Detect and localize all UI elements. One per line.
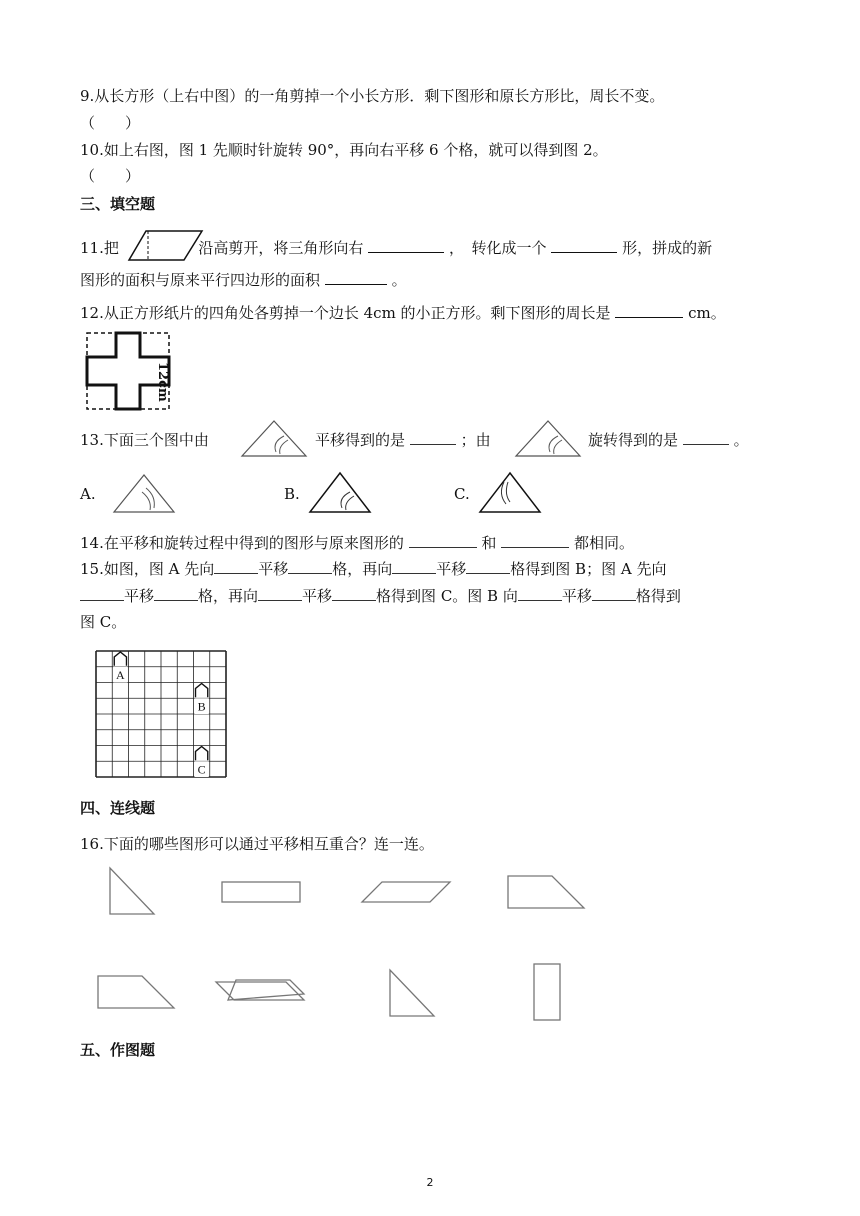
figure-b-shape xyxy=(196,684,208,698)
figure-a-label: A xyxy=(116,667,125,682)
q15-text: 格得到 xyxy=(635,587,681,605)
q15-blank[interactable] xyxy=(258,586,302,601)
q11-line2 xyxy=(80,270,407,290)
q11-blank-2[interactable] xyxy=(551,238,617,253)
page-number: 2 xyxy=(426,1176,434,1189)
q13-blank-2[interactable] xyxy=(683,430,729,445)
q15-blank[interactable] xyxy=(214,559,258,574)
q9-text: 9.从长方形（上右中图）的一角剪掉一个小长方形．剩下图形和原长方形比，周长不变。 xyxy=(80,87,665,105)
q15-blank[interactable] xyxy=(592,586,636,601)
figure-c-label: C xyxy=(197,762,206,777)
figure-b-label: B xyxy=(197,699,206,714)
option-a-triangle[interactable] xyxy=(112,472,176,514)
q15-text: 15.如图，图 A 先向 xyxy=(80,560,215,578)
translation-grid xyxy=(96,651,230,779)
q15-text: 平移 xyxy=(561,587,592,605)
q12-text: 12.从正方形纸片的四角处各剪掉一个边长 4cm 的小正方形。剩下图形的周长是 xyxy=(80,304,611,322)
shape-parallelogram-2[interactable] xyxy=(216,980,304,1000)
q15-text: 格，再向 xyxy=(332,560,393,578)
shape-parallelogram-1[interactable] xyxy=(362,882,450,902)
q13-option-a-label: A. xyxy=(80,485,96,503)
q15-line1 xyxy=(80,559,666,579)
q11-text-c: 形，拼成的新 xyxy=(622,239,713,257)
q12-blank[interactable] xyxy=(615,303,683,318)
q13-text-a: 13.下面三个图中由 xyxy=(80,431,209,449)
q13-blank-1[interactable] xyxy=(410,430,456,445)
shape-trapezoid-2[interactable] xyxy=(98,976,174,1008)
q12-dimension-label: 12cm xyxy=(155,362,170,402)
shape-right-triangle-2[interactable] xyxy=(390,970,434,1016)
q10-answer-paren[interactable]: （ ） xyxy=(80,167,141,185)
q12-unit: cm。 xyxy=(688,304,726,322)
q16-shapes xyxy=(100,864,600,1034)
triangle-reference-2 xyxy=(514,418,584,458)
triangle-reference-1 xyxy=(240,418,310,458)
q15-blank[interactable] xyxy=(466,559,510,574)
q11-end: 。 xyxy=(391,271,407,289)
q15-text: 平移 xyxy=(124,587,155,605)
q13-text-d: 旋转得到的是 xyxy=(588,431,679,449)
q9-answer-paren[interactable]: （ ） xyxy=(80,114,141,132)
q13-option-c-label: C. xyxy=(454,485,470,503)
q15-text: 平移 xyxy=(436,560,467,578)
figure-a-shape xyxy=(114,652,126,666)
section-heading-drawing: 五、作图题 xyxy=(80,1041,156,1059)
q15-blank[interactable] xyxy=(332,586,376,601)
q13-text-c: ；由 xyxy=(460,431,491,449)
q11-text-b: ， 转化成一个 xyxy=(449,239,547,257)
q14-line xyxy=(80,533,634,553)
q11-blank-1[interactable] xyxy=(368,238,444,253)
q13-option-b-label: B. xyxy=(284,485,300,503)
q15-text: 平移 xyxy=(258,560,289,578)
q13-line-mid xyxy=(315,430,491,450)
q13-line-end xyxy=(588,430,749,450)
q15-text: 格得到图 B；图 A 先向 xyxy=(510,560,667,578)
q10-text: 10.如上右图，图 1 先顺时针旋转 90°，再向右平移 6 个格，就可以得到图 2。 xyxy=(80,141,608,159)
q14-text-b: 和 xyxy=(481,534,497,552)
q11-blank-3[interactable] xyxy=(325,270,387,285)
q15-blank[interactable] xyxy=(518,586,562,601)
q15-text: 格得到图 C。图 B 向 xyxy=(376,587,518,605)
q14-text-c: 都相同。 xyxy=(574,534,635,552)
q15-line3: 图 C。 xyxy=(80,613,127,631)
q16-text: 16.下面的哪些图形可以通过平移相互重合？连一连。 xyxy=(80,835,434,853)
q11-text-d: 图形的面积与原来平行四边形的面积 xyxy=(80,271,321,289)
q13-end: 。 xyxy=(733,431,749,449)
q11-prefix: 11.把 xyxy=(80,239,119,257)
shape-rectangle-2[interactable] xyxy=(534,964,560,1020)
q15-blank[interactable] xyxy=(80,586,124,601)
q15-line2 xyxy=(80,586,681,606)
q14-blank-1[interactable] xyxy=(409,533,477,548)
figure-c-shape xyxy=(196,747,208,761)
parallelogram-figure xyxy=(128,230,204,262)
section-heading-fill-blank: 三、填空题 xyxy=(80,195,156,213)
shape-trapezoid-1[interactable] xyxy=(508,876,584,908)
q15-blank[interactable] xyxy=(288,559,332,574)
shape-rectangle-1[interactable] xyxy=(222,882,300,902)
q14-blank-2[interactable] xyxy=(501,533,569,548)
q15-text: 格，再向 xyxy=(198,587,259,605)
shape-right-triangle-1[interactable] xyxy=(110,868,154,914)
q11-text-a: 沿高剪开，将三角形向右 xyxy=(198,239,364,257)
q15-text: 平移 xyxy=(302,587,333,605)
option-b-triangle[interactable] xyxy=(308,470,372,514)
q14-text-a: 14.在平移和旋转过程中得到的图形与原来图形的 xyxy=(80,534,404,552)
option-c-triangle[interactable] xyxy=(478,470,542,514)
q12-line xyxy=(80,303,726,323)
q15-blank[interactable] xyxy=(154,586,198,601)
q15-blank[interactable] xyxy=(392,559,436,574)
section-heading-matching: 四、连线题 xyxy=(80,799,156,817)
q13-text-b: 平移得到的是 xyxy=(315,431,406,449)
